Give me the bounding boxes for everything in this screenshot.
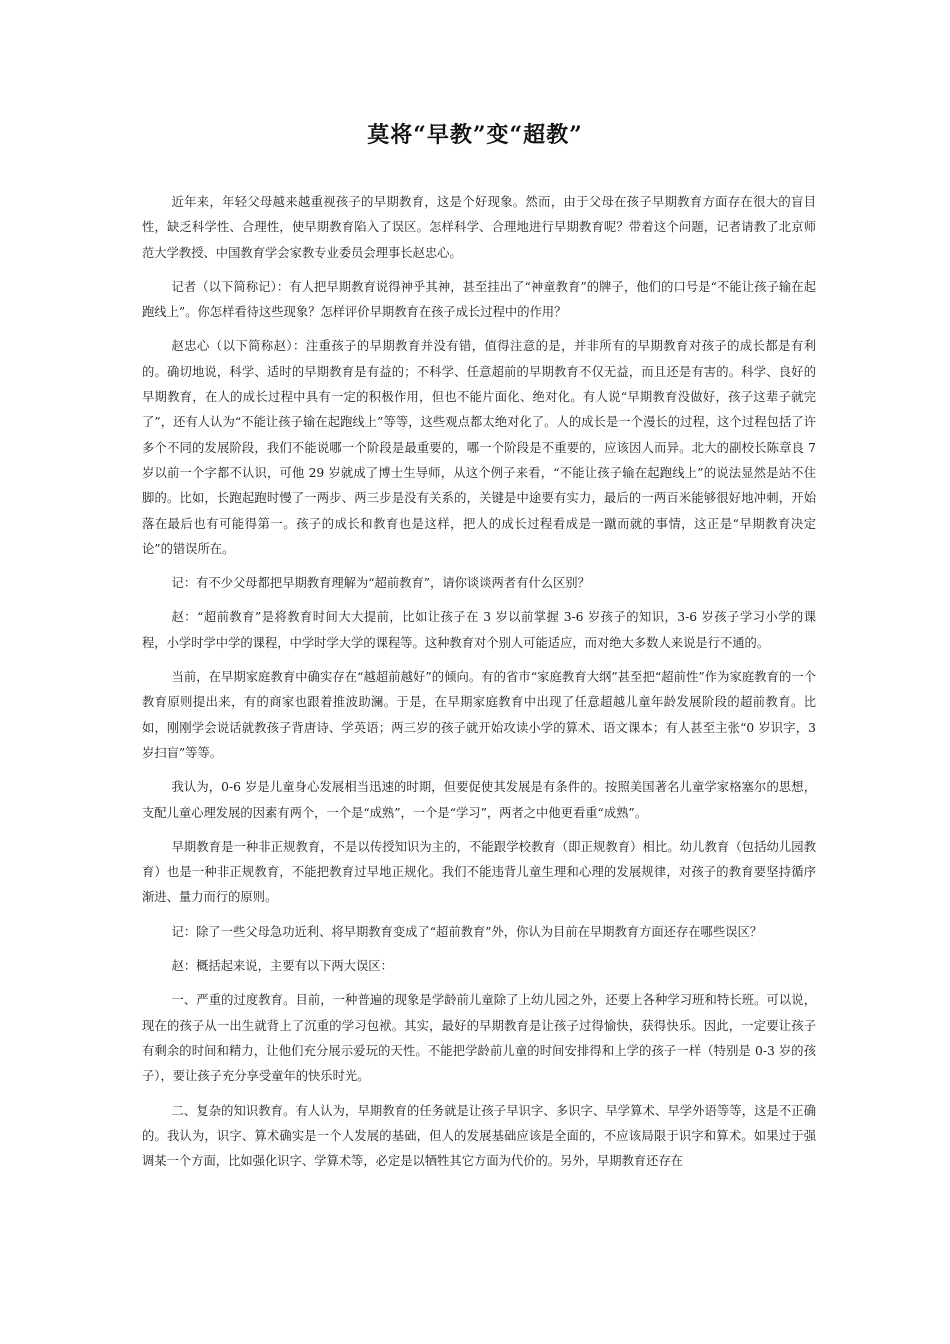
paragraph-answer-1: 赵忠心（以下简称赵）：注重孩子的早期教育并没有错，值得注意的是，并非所有的早期教育对孩子的成长都是有利的。确切地说，科学、适时的早期教育是有益的；不科学、任意超前的早期教育不仅无益，而且还是有害的。科学、良好的早期教育，在人的成长过程中具有一定的积极作用，但也不能片面化、绝对化。有人说“早期教育没做好，孩子这辈子就完了”，还有人认为“不能让孩子输在起跑线上”等等，这些观点都太绝对化了。人的成长是一个漫长的过程，这个过程包括了许多个不同的发展阶段，我们不能说哪一个阶段是最重要的，哪一个阶段是不重要的，应该因人而异。北大的副校长陈章良 7 岁以前一个字都不认识，可他 29 岁就成了博士生导师，从这个例子来看，“不能让孩子输在起跑线上”的说法显然是站不住脚的。比如，长跑起跑时慢了一两步、两三步是没有关系的，关键是中途要有实力，最后的一两百米能够很好地冲刺，开始落在最后也有可能得第一。孩子的成长和教育也是这样，把人的成长过程看成是一蹴而就的事情，这正是“早期教育决定论”的错误所在。 bbox=[142, 339, 816, 556]
article-title: 莫将“早教”变“超教” bbox=[367, 122, 583, 148]
paragraph-informal-education: 早期教育是一种非正规教育，不是以传授知识为主的，不能跟学校教育（即正规教育）相比。幼儿教育（包括幼儿园教育）也是一种非正规教育，不能把教育过早地正规化。我们不能违背儿童生理和心理的发展规律，对孩子的教育要坚持循序渐进、量力而行的原则。 bbox=[142, 839, 816, 905]
paragraph-opinion: 我认为，0-6 岁是儿童身心发展相当迅速的时期，但要促使其发展是有条件的。按照美国著名儿童学家格塞尔的思想，支配儿童心理发展的因素有两个，一个是“成熟”，一个是“学习”，两者之中他更看重“成熟”。 bbox=[142, 780, 816, 820]
paragraph-question-1: 记者（以下简称记）：有人把早期教育说得神乎其神，甚至挂出了“神童教育”的牌子，他们的口号是“不能让孩子输在起跑线上”。你怎样看待这些现象？怎样评价早期教育在孩子成长过程中的作用？ bbox=[142, 279, 816, 320]
paragraph-answer-2: 赵：“超前教育”是将教育时间大大提前，比如让孩子在 3 岁以前掌握 3-6 岁孩子的知识，3-6 岁孩子学习小学的课程，小学时学中学的课程，中学时学大学的课程等。这种教育对个别人可能适应，而对绝大多数人来说是行不通的。 bbox=[142, 610, 816, 650]
paragraph-answer-3: 赵：概括起来说，主要有以下两大误区： bbox=[171, 959, 393, 974]
paragraph-misconception-2: 二、复杂的知识教育。有人认为，早期教育的任务就是让孩子早识字、多识字、早学算术、早学外语等等，这是不正确的。我认为，识字、算术确实是一个人发展的基础，但人的发展基础应该是全面的，不应该局限于识字和算术。如果过于强调某一个方面，比如强化识字、学算术等，必定是以牺牲其它方面为代价的。另外，早期教育还存在 bbox=[142, 1103, 816, 1169]
paragraph-current-trend: 当前，在早期家庭教育中确实存在“越超前越好”的倾向。有的省市“家庭教育大纲”甚至把“超前性”作为家庭教育的一个教育原则提出来，有的商家也跟着推波助澜。于是，在早期家庭教育中出现了任意超越儿童年龄发展阶段的超前教育。比如，刚刚学会说话就教孩子背唐诗、学英语；两三岁的孩子就开始攻读小学的算术、语文课本；有人甚至主张“0 岁识字，3 岁扫盲”等等。 bbox=[142, 670, 816, 760]
paragraph-misconception-1: 一、严重的过度教育。目前，一种普遍的现象是学龄前儿童除了上幼儿园之外，还要上各种学习班和特长班。可以说，现在的孩子从一出生就背上了沉重的学习包袱。其实，最好的早期教育是让孩子过得愉快，获得快乐。因此，一定要让孩子有剩余的时间和精力，让他们充分展示爱玩的天性。不能把学龄前儿童的时间安排得和上学的孩子一样（特别是 0-3 岁的孩子），要让孩子充分享受童年的快乐时光。 bbox=[142, 993, 816, 1084]
paragraph-question-3: 记：除了一些父母急功近利、将早期教育变成了“超前教育”外，你认为目前在早期教育方面还存在哪些误区？ bbox=[171, 924, 763, 939]
article-body bbox=[142, 190, 816, 1183]
paragraph-question-2: 记：有不少父母都把早期教育理解为“超前教育”，请你谈谈两者有什么区别？ bbox=[171, 576, 590, 591]
paragraph-intro: 近年来，年轻父母越来越重视孩子的早期教育，这是个好现象。然而，由于父母在孩子早期教育方面存在很大的盲目性，缺乏科学性、合理性，使早期教育陷入了误区。怎样科学、合理地进行早期教育呢？带着这个问题，记者请教了北京师范大学教授、中国教育学会家教专业委员会理事长赵忠心。 bbox=[142, 195, 816, 260]
